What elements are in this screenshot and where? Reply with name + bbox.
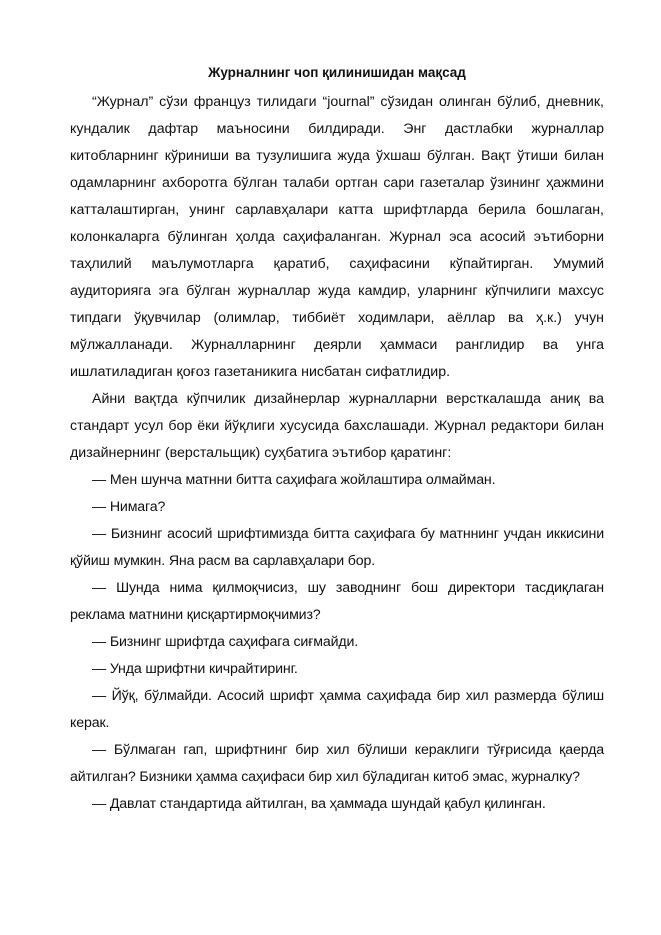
dialog-line: — Мен шунча матнни битта саҳифага жойлаштира олмайман. [92, 472, 496, 488]
dialog-line: — Йўқ, бўлмайди. Асосий шрифт ҳамма саҳифада бир хил размерда бўлиш керак. [70, 688, 604, 731]
body-paragraph: Айни вақтда кўпчилик дизайнерлар журналларни версткалашда аниқ ва стандарт усул бор ёки йўқлиги хусусида бахслашади. Журнал редактори билан дизайнернинг (верстальщик) суҳбатига эътибор қаратинг: [70, 391, 604, 461]
dialog-line: — Унда шрифтни кичрайтиринг. [92, 661, 298, 677]
body-paragraph: “Журнал” сўзи француз тилидаги “journal” сўзидан олинган бўлиб, дневник, кундалик дафтар маъносини билдиради. Энг дастлабки журналлар китобларнинг кўриниши ва тузулишига жуда ўхшаш бўлган. Вақт ўтиши билан одамларнинг ахборотга бўлган талаби ортган сари газеталар ўзининг ҳажмини катталаштирган, унинг сарлавҳалари катта шрифтларда берила бошлаган, колонкаларга бўлинган ҳолда саҳифаланган. Журнал эса асосий эътиборни таҳлилий маълумотларга қаратиб, саҳифасини кўпайтирган. Умумий аудиторияга эга бўлган журналлар жуда камдир, уларнинг кўпчилиги махсус типдаги ўқувчилар (олимлар, тиббиёт ходимлари, аёллар ва ҳ.к.) учун мўлжалланади. Журналларнинг деярли ҳаммаси ранглидир ва унга ишлатиладиган қоғоз газетаникига нисбатан сифатлидир. [70, 94, 604, 380]
dialog-line: — Давлат стандартида айтилган, ва ҳаммада шундай қабул қилинган. [92, 796, 546, 812]
document-page [70, 62, 604, 818]
dialog-line: — Бўлмаган гап, шрифтнинг бир хил бўлиши кераклиги тўғрисида қаерда айтилган? Бизники ҳамма саҳифаси бир хил бўладиган китоб эмас, журналку? [70, 742, 604, 785]
dialog-line: — Нимага? [92, 499, 166, 515]
dialog-line: — Бизнинг асосий шрифтимизда битта саҳифага бу матннинг учдан иккисини қўйиш мумкин. Яна расм ва сарлавҳалари бор. [70, 526, 604, 569]
dialog-line: — Шунда нима қилмоқчисиз, шу заводнинг бош директори тасдиқлаган реклама матнини қисқартирмоқчимиз? [70, 580, 604, 623]
dialog-line: — Бизнинг шрифтда саҳифага сиғмайди. [92, 634, 359, 650]
document-title: Журналнинг чоп қилинишидан мақсад [208, 65, 466, 80]
